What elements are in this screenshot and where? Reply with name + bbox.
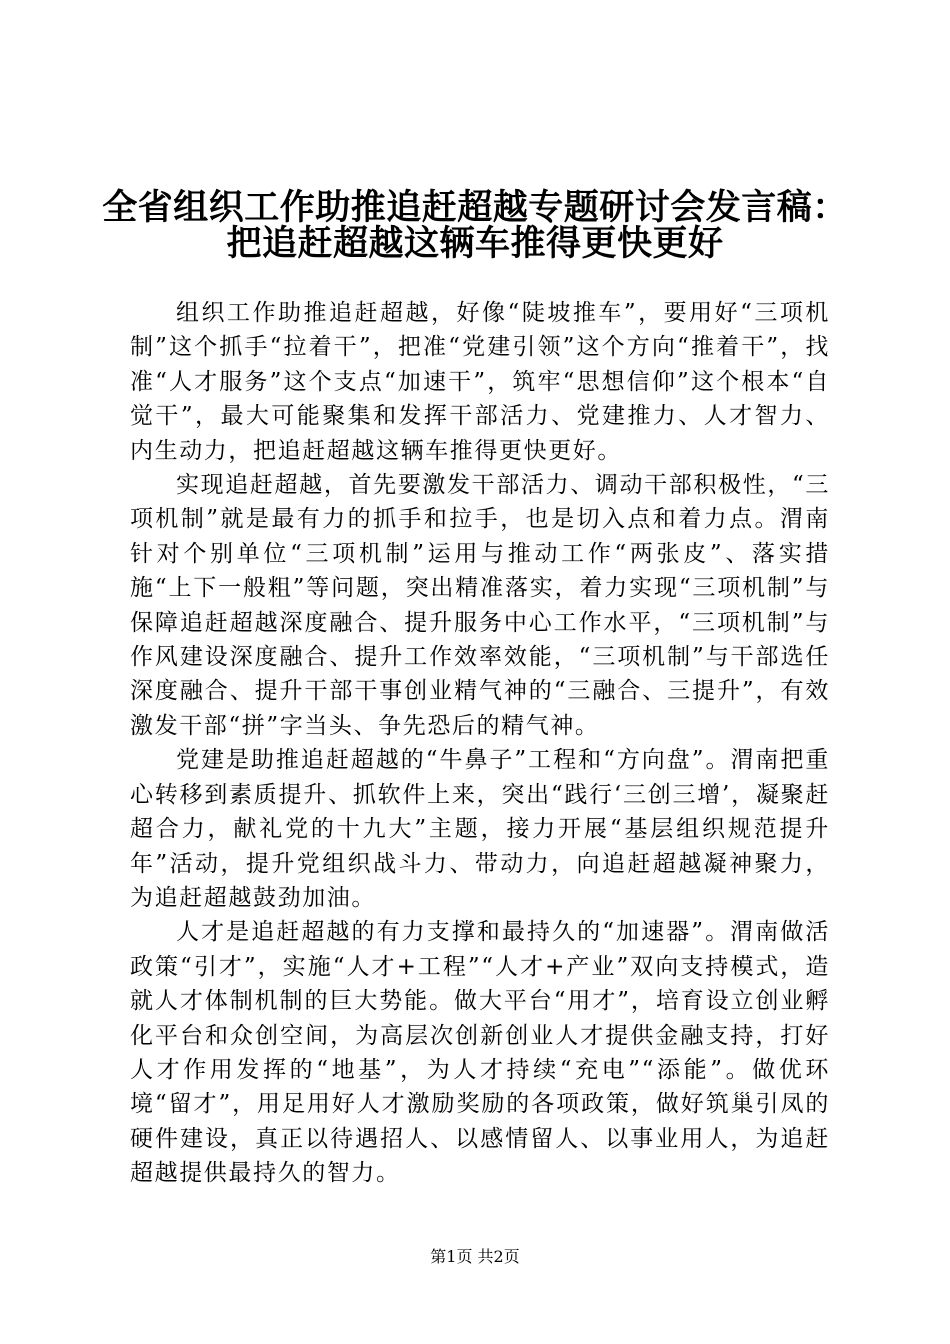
- page-footer: 第1页 共2页: [430, 1247, 520, 1266]
- body-paragraph-3: 党建是助推追赶超越的“牛鼻子”工程和“方向盘”。渭南把重心转移到素质提升、抓软件上来，突出“践行‘三创三增’，凝聚赶超合力，献礼党的十九大”主题，接力开展“基层组织规范提升年”活动，提升党组织战斗力、带动力，向追赶超越凝神聚力，为追赶超越鼓劲加油。: [130, 747, 830, 911]
- document-title-line-2: 把追赶超越这辆车推得更快更好: [226, 224, 724, 264]
- document-body: [130, 296, 830, 1191]
- document-title-line-1: 全省组织工作助推追赶超越专题研讨会发言稿：: [102, 188, 848, 228]
- body-paragraph-1: 组织工作助推追赶超越，好像“陡坡推车”，要用好“三项机制”这个抓手“拉着干”，把准“党建引领”这个方向“推着干”，找准“人才服务”这个支点“加速干”，筑牢“思想信仰”这个根本“自觉干”，最大可能聚集和发挥干部活力、党建推力、人才智力、内生动力，把追赶超越这辆车推得更快更好。: [130, 300, 830, 464]
- body-paragraph-4: 人才是追赶超越的有力支撑和最持久的“加速器”。渭南做活政策“引才”，实施“人才+工程”“人才+产业”双向支持模式，造就人才体制机制的巨大势能。做大平台“用才”，培育设立创业孵化平台和众创空间，为高层次创新创业人才提供金融支持，打好人才作用发挥的“地基”，为人才持续“充电”“添能”。做优环境“留才”，用足用好人才激励奖励的各项政策，做好筑巢引凤的硬件建设，真正以待遇招人、以感情留人、以事业用人，为追赶超越提供最持久的智力。: [130, 919, 830, 1187]
- body-paragraph-2: 实现追赶超越，首先要激发干部活力、调动干部积极性，“三项机制”就是最有力的抓手和拉手，也是切入点和着力点。渭南针对个别单位“三项机制”运用与推动工作“两张皮”、落实措施“上下一般粗”等问题，突出精准落实，着力实现“三项机制”与保障追赶超越深度融合、提升服务中心工作水平，“三项机制”与作风建设深度融合、提升工作效率效能，“三项机制”与干部选任深度融合、提升干部干事创业精气神的“三融合、三提升”，有效激发干部“拼”字当头、争先恐后的精气神。: [130, 472, 830, 739]
